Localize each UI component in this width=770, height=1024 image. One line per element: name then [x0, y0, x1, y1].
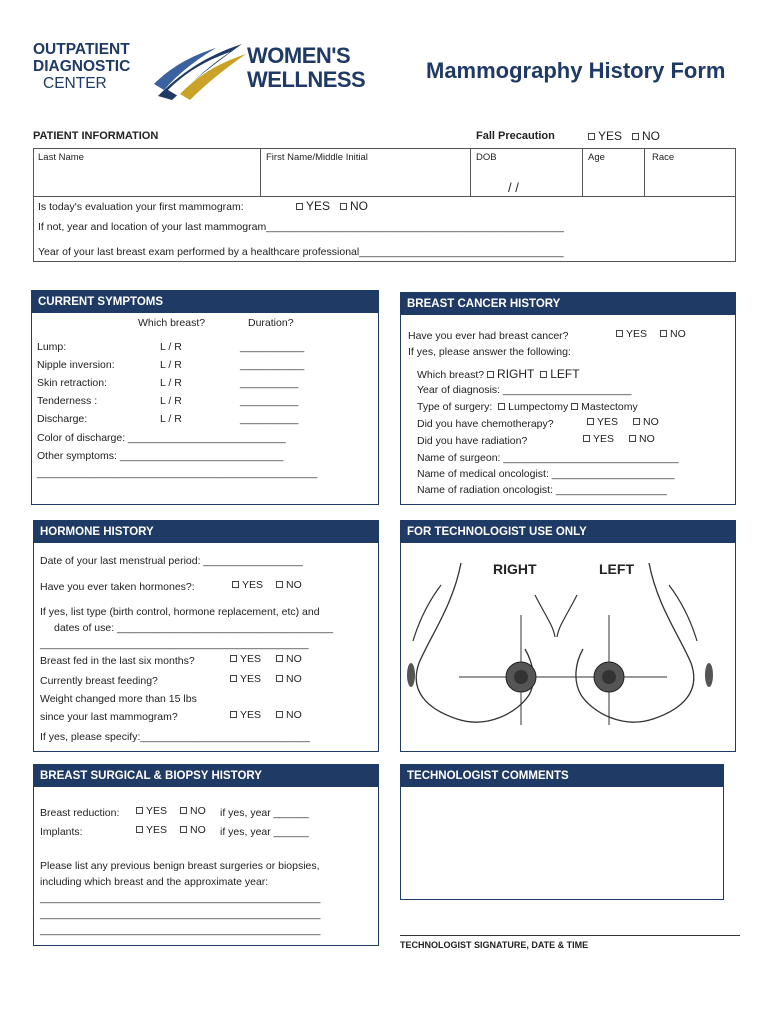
symptom-breast[interactable]: L / R — [160, 377, 182, 389]
reduction-no[interactable]: NO — [180, 805, 206, 817]
benign-surgeries-prompt-2: including which breast and the approximate year: — [40, 876, 269, 888]
weight-question-line2: since your last mammogram? — [40, 711, 178, 723]
hormone-dates-field[interactable]: dates of use: _____________________________________ — [54, 622, 334, 634]
weight-no[interactable]: NO — [276, 709, 302, 721]
reduction-yes[interactable]: YES — [136, 805, 167, 817]
feeding-question: Currently breast feeding? — [40, 675, 158, 687]
checkbox-icon[interactable] — [616, 330, 623, 337]
breastfed-yes[interactable]: YES — [230, 653, 261, 665]
breast-cancer-history-panel — [400, 292, 736, 505]
medical-oncologist-field[interactable]: Name of medical oncologist: _____________________ — [417, 468, 675, 480]
symptom-breast[interactable]: L / R — [160, 359, 182, 371]
breast-diagram[interactable] — [401, 545, 735, 751]
age-field[interactable]: Age — [588, 152, 605, 163]
radiation-oncologist-field[interactable]: Name of radiation oncologist: ___________________ — [417, 484, 667, 496]
hormones-question: Have you ever taken hormones?: — [40, 581, 195, 593]
logo-womens-wellness — [247, 44, 387, 92]
symptom-label: Nipple inversion: — [37, 359, 115, 371]
chemo-no[interactable]: NO — [633, 416, 659, 428]
discharge-color-field[interactable]: Color of discharge: ___________________________ — [37, 432, 286, 444]
surgical-history-panel — [33, 764, 379, 946]
last-exam-field[interactable]: Year of your last breast exam performed by a healthcare professional___________________________________ — [38, 246, 564, 258]
symptom-breast[interactable]: L / R — [160, 413, 182, 425]
hormones-yes[interactable]: YES — [232, 579, 263, 591]
logo-line-2: DIAGNOSTIC — [33, 58, 131, 75]
logo-outpatient-diagnostic-center — [33, 41, 153, 92]
reduction-year-field[interactable]: if yes, year ______ — [220, 807, 309, 819]
specify-field[interactable]: If yes, please specify:_____________________________ — [40, 731, 310, 743]
symptom-duration[interactable]: __________ — [240, 395, 299, 407]
other-symptoms-field[interactable]: Other symptoms: ____________________________ — [37, 450, 284, 462]
logo-right-line-1: WOMEN'S — [247, 43, 351, 68]
symptom-duration[interactable]: __________ — [240, 413, 299, 425]
checkbox-icon[interactable] — [633, 418, 640, 425]
checkbox-icon[interactable] — [232, 581, 239, 588]
which-breast-col: Which breast? — [138, 317, 206, 329]
form-title: Mammography History Form — [426, 58, 726, 83]
cancer-follow-up: If yes, please answer the following: — [408, 346, 571, 358]
checkbox-icon[interactable] — [571, 403, 578, 410]
weight-yes[interactable]: YES — [230, 709, 261, 721]
radiation-question: Did you have radiation? — [417, 435, 528, 447]
dob-separators: / / — [508, 180, 519, 195]
current-symptoms-panel — [31, 290, 379, 505]
symptom-breast[interactable]: L / R — [160, 341, 182, 353]
checkbox-icon[interactable] — [632, 133, 639, 140]
checkbox-icon[interactable] — [498, 403, 505, 410]
hormone-list-question: If yes, list type (birth control, hormone replacement, etc) and — [40, 606, 320, 618]
checkbox-icon[interactable] — [340, 203, 347, 210]
reduction-label: Breast reduction: — [40, 807, 120, 819]
surgery-type-label: Type of surgery: Lumpectomy Mastectomy — [417, 401, 638, 413]
symptom-label: Tenderness : — [37, 395, 98, 407]
had-cancer-question: Have you ever had breast cancer? — [408, 330, 569, 342]
feeding-yes[interactable]: YES — [230, 673, 261, 685]
surgeon-field[interactable]: Name of surgeon: ______________________________ — [417, 452, 679, 464]
symptom-label: Lump: — [37, 341, 67, 353]
feeding-no[interactable]: NO — [276, 673, 302, 685]
race-field[interactable]: Race — [652, 152, 675, 163]
checkbox-icon[interactable] — [540, 371, 547, 378]
surgical-history-heading: BREAST SURGICAL & BIOPSY HISTORY — [34, 765, 378, 787]
symptom-duration[interactable]: ___________ — [240, 359, 305, 371]
fall-no-option[interactable]: NO — [632, 129, 660, 143]
patient-info-heading: PATIENT INFORMATION — [33, 130, 159, 142]
hormone-history-panel — [33, 520, 379, 752]
symptoms-blank-line[interactable]: ________________________________________________ — [37, 467, 318, 479]
technologist-use-heading: FOR TECHNOLOGIST USE ONLY — [401, 521, 735, 543]
last-name-field[interactable]: Last Name — [38, 152, 84, 163]
breastfed-question: Breast fed in the last six months? — [40, 655, 195, 667]
fall-yes-option[interactable]: YES — [588, 129, 622, 143]
diagram-left-label: LEFT — [599, 561, 634, 577]
radiation-yes[interactable]: YES — [583, 433, 614, 445]
checkbox-icon[interactable] — [180, 826, 187, 833]
first-mammo-yes[interactable]: YES — [296, 199, 330, 213]
surgical-blank-line[interactable]: ________________________________________________ — [40, 924, 321, 936]
checkbox-icon[interactable] — [296, 203, 303, 210]
implants-year-field[interactable]: if yes, year ______ — [220, 826, 309, 838]
weight-question-line1: Weight changed more than 15 lbs — [40, 693, 197, 705]
fall-precaution-label: Fall Precaution — [476, 130, 555, 142]
checkbox-icon[interactable] — [230, 655, 237, 662]
swoosh-logo-icon — [150, 34, 250, 104]
radiation-no[interactable]: NO — [629, 433, 655, 445]
symptom-duration[interactable]: ___________ — [240, 341, 305, 353]
signature-label: TECHNOLOGIST SIGNATURE, DATE & TIME — [400, 940, 589, 950]
technologist-use-panel — [400, 520, 736, 752]
chemo-question: Did you have chemotherapy? — [417, 418, 554, 430]
checkbox-icon[interactable] — [276, 655, 283, 662]
checkbox-icon[interactable] — [136, 807, 143, 814]
hormone-blank-line[interactable]: ______________________________________________ — [40, 638, 309, 650]
chemo-yes[interactable]: YES — [587, 416, 618, 428]
checkbox-icon[interactable] — [660, 330, 667, 337]
checkbox-icon[interactable] — [588, 133, 595, 140]
checkbox-icon[interactable] — [230, 675, 237, 682]
had-cancer-yes[interactable]: YES — [616, 328, 647, 340]
technologist-comments-panel[interactable] — [400, 764, 724, 900]
checkbox-icon[interactable] — [276, 675, 283, 682]
dob-field[interactable]: DOB — [476, 152, 497, 163]
checkbox-icon[interactable] — [136, 826, 143, 833]
checkbox-icon[interactable] — [629, 435, 636, 442]
last-mammo-field[interactable]: If not, year and location of your last mammogram___________________________________________________ — [38, 221, 565, 233]
logo-line-1: OUTPATIENT — [33, 41, 130, 58]
checkbox-icon[interactable] — [587, 418, 594, 425]
symptom-label: Skin retraction: — [37, 377, 108, 389]
signature-line[interactable] — [400, 935, 740, 936]
checkbox-icon[interactable] — [230, 711, 237, 718]
symptoms-heading: CURRENT SYMPTOMS — [32, 291, 378, 313]
breastfed-no[interactable]: NO — [276, 653, 302, 665]
implants-yes[interactable]: YES — [136, 824, 167, 836]
surgical-blank-line[interactable]: ________________________________________________ — [40, 908, 321, 920]
first-name-field[interactable]: First Name/Middle Initial — [266, 152, 368, 163]
logo-right-line-2: WELLNESS — [247, 67, 366, 92]
hormone-history-heading: HORMONE HISTORY — [34, 521, 378, 543]
checkbox-icon[interactable] — [583, 435, 590, 442]
surgical-blank-line[interactable]: ________________________________________________ — [40, 892, 321, 904]
menstrual-date-field[interactable]: Date of your last menstrual period: _________________ — [40, 555, 303, 567]
symptom-duration[interactable]: __________ — [240, 377, 299, 389]
duration-col: Duration? — [248, 317, 294, 329]
implants-label: Implants: — [40, 826, 83, 838]
logo-line-3: CENTER — [43, 75, 107, 92]
checkbox-icon[interactable] — [276, 581, 283, 588]
checkbox-icon[interactable] — [276, 711, 283, 718]
hormones-no[interactable]: NO — [276, 579, 302, 591]
first-mammo-question: Is today's evaluation your first mammogram: — [38, 201, 244, 213]
diagnosis-year-field[interactable]: Year of diagnosis: ______________________ — [417, 384, 632, 396]
technologist-comments-heading: TECHNOLOGIST COMMENTS — [401, 765, 723, 787]
symptom-breast[interactable]: L / R — [160, 395, 182, 407]
benign-surgeries-prompt-1: Please list any previous benign breast surgeries or biopsies, — [40, 860, 320, 872]
which-breast-label: Which breast? RIGHT LEFT — [417, 367, 580, 381]
first-mammo-no[interactable]: NO — [340, 199, 368, 213]
diagram-right-label: RIGHT — [493, 561, 537, 577]
implants-no[interactable]: NO — [180, 824, 206, 836]
checkbox-icon[interactable] — [180, 807, 187, 814]
checkbox-icon[interactable] — [487, 371, 494, 378]
symptom-label: Discharge: — [37, 413, 88, 425]
had-cancer-no[interactable]: NO — [660, 328, 686, 340]
cancer-history-heading: BREAST CANCER HISTORY — [401, 293, 735, 315]
